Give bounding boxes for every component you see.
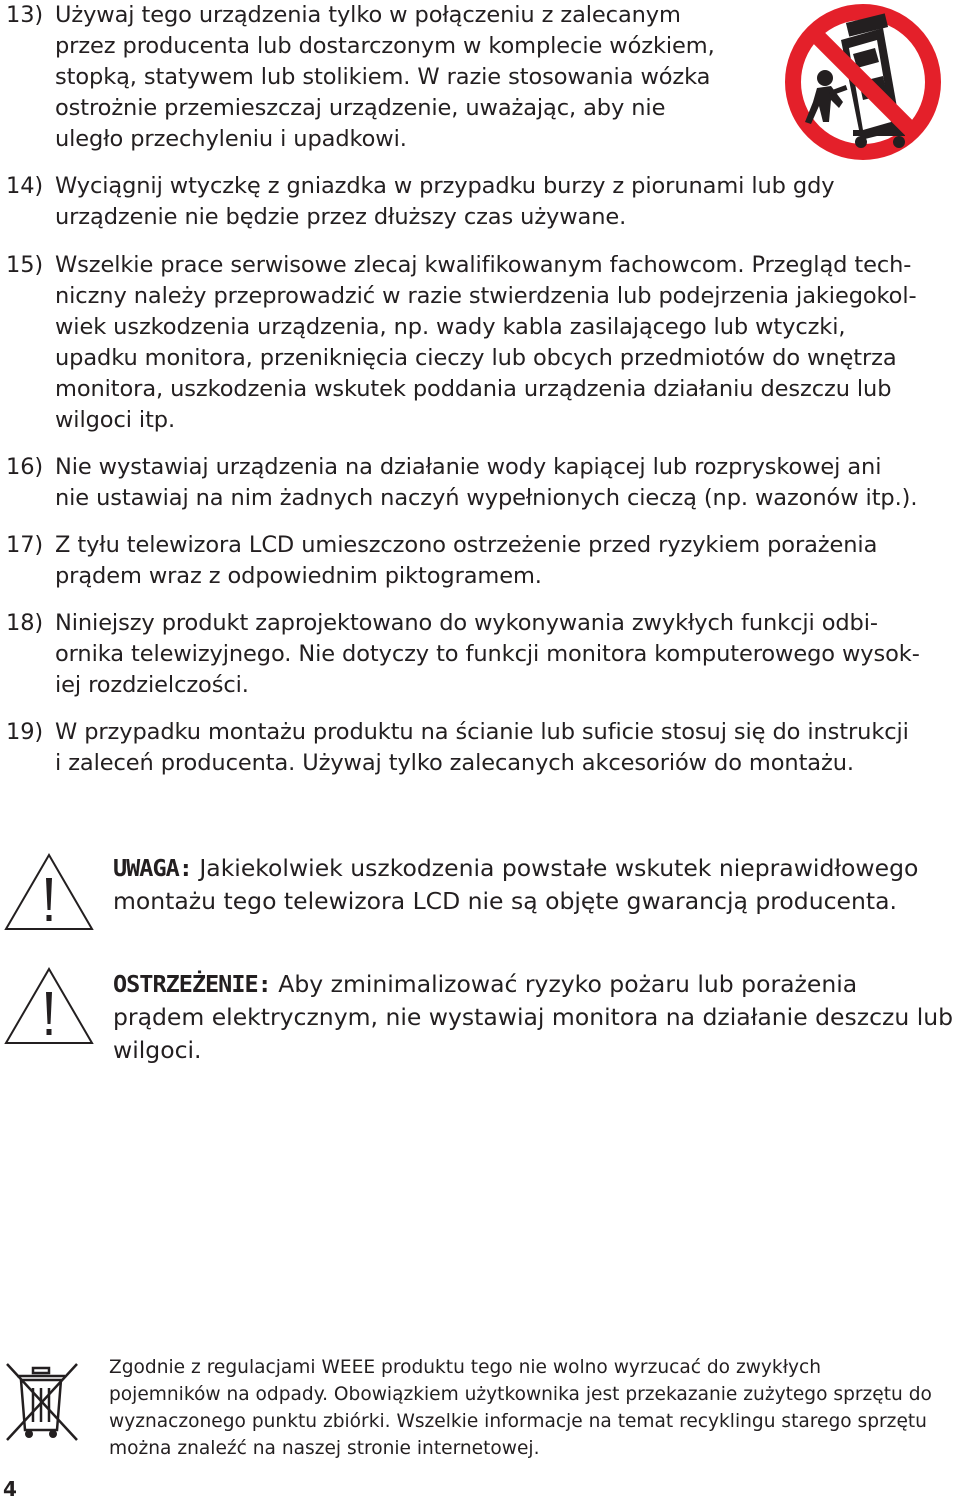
item-line: wilgoci itp. (55, 407, 176, 433)
weee-notice (109, 1354, 932, 1462)
item-number: 18) (6, 610, 44, 636)
item-number: 14) (6, 173, 44, 199)
weee-line: wyznaczonego punktu zbiórki. Wszelkie informacje na temat recyklingu starego sprzętu (109, 1411, 927, 1432)
item-line: iej rozdzielczości. (55, 672, 249, 698)
instruction-item-16 (6, 452, 960, 514)
item-number: 13) (6, 2, 44, 28)
item-line: Używaj tego urządzenia tylko w połączeniu z zalecanym (55, 2, 681, 28)
item-line: uległo przechyleniu i upadkowi. (55, 126, 407, 152)
instruction-item-19 (6, 717, 960, 779)
warning-line: Jakiekolwiek uszkodzenia powstałe wskutek nieprawidłowego (191, 854, 919, 882)
item-line: upadku monitora, przeniknięcia cieczy lub obcych przedmiotów do wnętrza (55, 345, 897, 371)
item-line: Z tyłu telewizora LCD umieszczono ostrzeżenie przed ryzykiem porażenia (55, 532, 878, 558)
item-line: i zaleceń producenta. Używaj tylko zalecanych akcesoriów do montażu. (55, 750, 854, 776)
warning-ostrzezenie (113, 968, 958, 1067)
item-line: Wyciągnij wtyczkę z gniazdka w przypadku burzy z piorunami lub gdy (55, 173, 835, 199)
warning-label: UWAGA: (113, 854, 192, 882)
item-line: wiek uszkodzenia urządzenia, np. wady kabla zasilającego lub wtyczki, (55, 314, 846, 340)
warning-line: montażu tego telewizora LCD nie są objęte gwarancją producenta. (113, 887, 897, 915)
instruction-item-14 (6, 171, 906, 233)
item-number: 16) (6, 454, 44, 480)
item-number: 17) (6, 532, 44, 558)
item-line: prądem wraz z odpowiednim piktogramem. (55, 563, 542, 589)
no-cart-tipping-icon (783, 2, 943, 162)
warning-line: prądem elektrycznym, nie wystawiaj monitora na działanie deszczu lub (113, 1003, 954, 1031)
warning-line: Aby zminimalizować ryzyko pożaru lub porażenia (270, 970, 858, 998)
warning-line: wilgoci. (113, 1036, 202, 1064)
item-line: przez producenta lub dostarczonym w komplecie wózkiem, (55, 33, 715, 59)
instruction-item-15 (6, 250, 960, 436)
weee-line: można znaleźć na naszej stronie internetowej. (109, 1438, 540, 1459)
item-line: Nie wystawiaj urządzenia na działanie wody kapiącej lub rozpryskowej ani (55, 454, 882, 480)
warning-uwaga (113, 852, 958, 918)
item-line: urządzenie nie będzie przez dłuższy czas używane. (55, 204, 627, 230)
instruction-item-17 (6, 530, 960, 592)
page-number: 4 (3, 1477, 17, 1501)
item-number: 15) (6, 252, 44, 278)
weee-crossed-bin-icon (3, 1360, 81, 1444)
weee-line: pojemników na odpady. Obowiązkiem użytkownika jest przekazanie zużytego sprzętu do (109, 1384, 932, 1405)
item-line: nie ustawiaj na nim żadnych naczyń wypełnionych cieczą (np. wazonów itp.). (55, 485, 918, 511)
item-line: ornika telewizyjnego. Nie dotyczy to funkcji monitora komputerowego wysok- (55, 641, 920, 667)
item-line: stopką, statywem lub stolikiem. W razie stosowania wózka (55, 64, 711, 90)
warning-label: OSTRZEŻENIE: (113, 970, 271, 998)
instruction-item-13 (6, 0, 766, 155)
warning-triangle-icon (3, 966, 95, 1046)
item-number: 19) (6, 719, 44, 745)
item-line: monitora, uszkodzenia wskutek poddania urządzenia działaniu deszczu lub (55, 376, 892, 402)
instruction-item-18 (6, 608, 960, 701)
warning-triangle-icon (3, 852, 95, 932)
item-line: niczny należy przeprowadzić w razie stwierdzenia lub podejrzenia jakiegokol- (55, 283, 917, 309)
item-line: Wszelkie prace serwisowe zlecaj kwalifikowanym fachowcom. Przegląd tech- (55, 252, 912, 278)
item-line: W przypadku montażu produktu na ścianie lub suficie stosuj się do instrukcji (55, 719, 909, 745)
item-line: ostrożnie przemieszczaj urządzenie, uważając, aby nie (55, 95, 666, 121)
item-line: Niniejszy produkt zaprojektowano do wykonywania zwykłych funkcji odbi- (55, 610, 878, 636)
weee-line: Zgodnie z regulacjami WEEE produktu tego nie wolno wyrzucać do zwykłych (109, 1357, 821, 1378)
